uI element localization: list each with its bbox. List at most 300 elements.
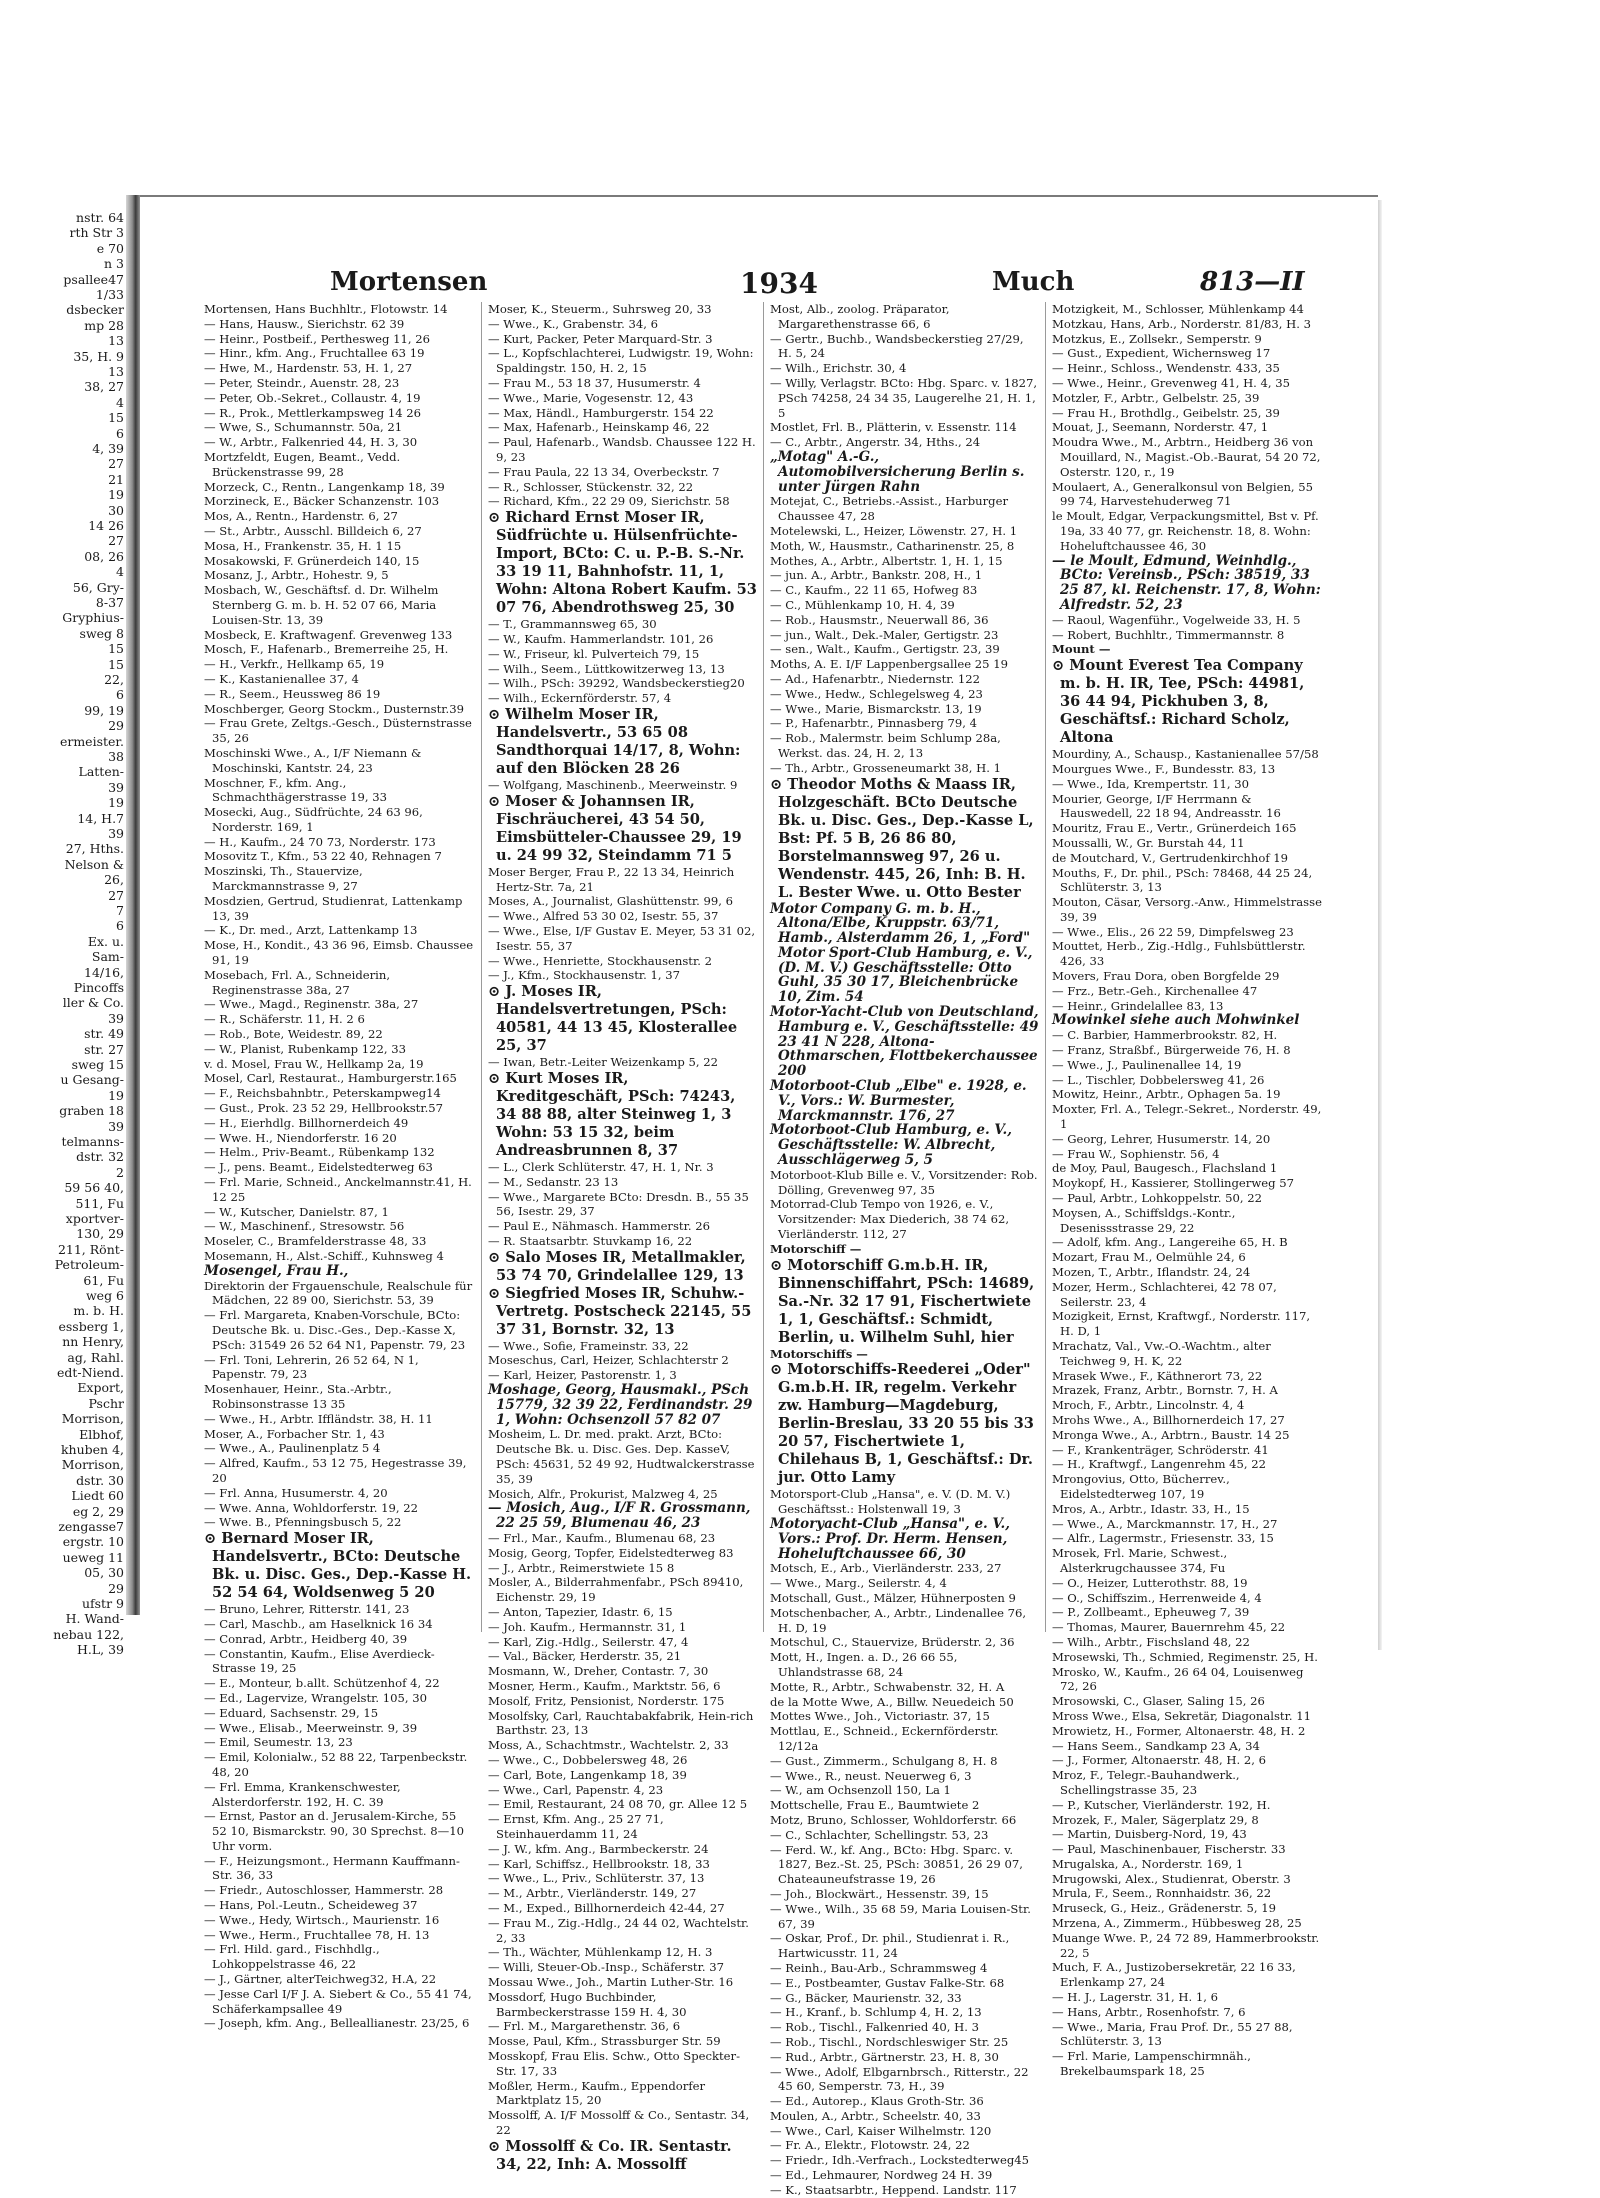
directory-entry: Mosenhauer, Heinr., Sta.-Arbtr., Robinsonstrasse 13 35 (204, 1382, 392, 1411)
directory-entry: — R., Seem., Heussweg 86 19 (204, 686, 381, 701)
directory-entry: ⊙ Richard Ernst Moser IR, Südfrüchte u. Hülsenfrüchte-Import, BCto: C. u. P.-B. S.-Nr. 33 19 11, Bahnhofstr. 11, 1, Wohn: Altona Robert Kaufm. 53 07 76, Abendrothsweg 25, 30 (488, 509, 757, 617)
adjacent-page-line: 27, Hths. (65, 841, 124, 857)
directory-entry: de la Motte Wwe, A., Billw. Neuedeich 50 (770, 1694, 1014, 1709)
column-3 (770, 302, 1040, 2197)
directory-entry: — Hans, Arbtr., Rosenhofstr. 7, 6 (1052, 2004, 1246, 2019)
directory-entry: Mroch, F., Arbtr., Lincolnstr. 4, 4 (1052, 1398, 1245, 1413)
directory-entry: Motorschiff — (770, 1241, 862, 1256)
directory-entry: Moulaert, A., Generalkonsul von Belgien, 55 99 74, Harvestehuderweg 71 (1052, 479, 1314, 509)
adjacent-page-line: mp 28 (84, 317, 124, 333)
directory-entry: Motorsport-Club „Hansa", e. V. (D. M. V.) Geschäftsst.: Holstenwall 19, 3 (770, 1487, 1011, 1517)
directory-entry: — H. J., Lagerstr. 31, H. 1, 6 (1052, 1990, 1218, 2005)
directory-entry: — sen., Walt., Kaufm., Gertigstr. 23, 39 (770, 642, 1000, 657)
directory-entry: — Frl. Hild. gard., Fischhdlg., Lohkoppelstrasse 46, 22 (204, 1942, 380, 1972)
adjacent-page-line: rth Str 3 (69, 225, 124, 241)
directory-entry: — R., Schäferstr. 11, H. 2 6 (204, 1012, 365, 1027)
header-last-entry: Much (992, 267, 1075, 297)
adjacent-page-line: Morrison, (61, 1411, 124, 1427)
directory-entry: Mroz, F., Telegr.-Bauhandwerk., Schellingstrasse 35, 23 (1052, 1768, 1240, 1797)
directory-entry: Mosanz, J., Arbtr., Hohestr. 9, 5 (204, 568, 389, 583)
directory-entry: — Frl. Anna, Husumerstr. 4, 20 (204, 1485, 388, 1500)
adjacent-page-line: n 3 (104, 256, 124, 272)
adjacent-page-line: Ex. u. (87, 933, 124, 949)
directory-entry: Moszinski, Th., Stauervize, Marckmannstrasse 9, 27 (204, 864, 363, 894)
directory-entry: Motschenbacher, A., Arbtr., Lindenallee 76, H. D, 19 (770, 1605, 1027, 1635)
directory-entry: Mrosek, Frl. Marie, Schwest., Alsterkrugchaussee 374, Fu (1052, 1546, 1228, 1575)
directory-entry: Mount — (1052, 642, 1111, 657)
directory-entry: Mowitz, Heinr., Arbtr., Ophagen 5a. 19 (1052, 1087, 1281, 1102)
directory-entry: — jun., Walt., Dek.-Maler, Gertigstr. 23 (770, 627, 999, 642)
directory-entry: — W., am Ochsenzoll 150, La 1 (770, 1783, 951, 1798)
directory-entry: — F., Krankenträger, Schröderstr. 41 (1052, 1442, 1269, 1457)
adjacent-page-line: nebau 122, (53, 1626, 124, 1642)
directory-entry: Motorschiffs — (770, 1346, 868, 1361)
adjacent-page-line: 38, 27 (84, 379, 124, 395)
adjacent-page-line: 6 (116, 687, 124, 703)
directory-entry: — Willy, Verlagstr. BCto: Hbg. Sparc. v. 1827, PSch 74258, 24 34 35, Laugerelhe 21, H. 1, 5 (770, 375, 1038, 420)
directory-entry: Mouttet, Herb., Zig.-Hdlg., Fuhlsbüttlerstr. 426, 33 (1052, 939, 1306, 969)
adjacent-page-line: 21 (108, 471, 124, 487)
adjacent-page-line: 99, 19 (84, 702, 124, 718)
directory-entry: — Bruno, Lehrer, Ritterstr. 141, 23 (204, 1602, 410, 1617)
directory-entry: — W., Kutscher, Danielstr. 87, 1 (204, 1204, 389, 1219)
adjacent-page-line: 13 (108, 333, 124, 349)
directory-entry: — Wolfgang, Maschinenb., Meerweinstr. 9 (488, 777, 738, 792)
adjacent-page-line: 4 (116, 394, 124, 410)
directory-entry: — Anton, Tapezier, Idastr. 6, 15 (488, 1605, 673, 1620)
directory-entry: — Th., Arbtr., Grosseneumarkt 38, H. 1 (770, 760, 1001, 775)
adjacent-page-line: 39 (108, 1118, 124, 1134)
directory-entry: Mosbach, W., Geschäftsf. d. Dr. Wilhelm Sternberg G. m. b. H. 52 07 66, Maria Louisen-Str. 13, 39 (204, 583, 439, 627)
adjacent-page-line: 19 (108, 487, 124, 503)
adjacent-page-line: 39 (108, 779, 124, 795)
directory-entry: — C., Kaufm., 22 11 65, Hofweg 83 (770, 583, 978, 598)
directory-entry: — Carl, Maschb., am Haselknick 16 34 (204, 1616, 433, 1631)
directory-entry: Mosler, A., Bilderrahmenfabr., PSch 89410, Eichenstr. 29, 19 (488, 1575, 744, 1605)
directory-entry: le Moult, Edgar, Verpackungsmittel, Bst v. Pf. 19a, 33 40 77, gr. Reichenstr. 18, 8. Wohn: Hoheluftchaussee 46, 30 (1052, 509, 1319, 553)
adjacent-page-line: Elbhof, (79, 1426, 124, 1442)
adjacent-page-line: Export, (77, 1380, 124, 1396)
adjacent-page-line: 56, Gry- (72, 579, 124, 595)
directory-entry: Mosolf, Fritz, Pensionist, Norderstr. 175 (488, 1693, 725, 1708)
directory-entry: — W., Planist, Rubenkamp 122, 33 (204, 1041, 407, 1056)
directory-entry: Mrosewski, Th., Schmied, Regimenstr. 25, H. (1052, 1649, 1318, 1664)
directory-entry: — Wwe., Elisab., Meerweinstr. 9, 39 (204, 1720, 418, 1735)
directory-entry: — J., Arbtr., Reimerstwiete 15 8 (488, 1560, 675, 1575)
directory-entry: — Alfr., Lagermstr., Friesenstr. 33, 15 (1052, 1531, 1274, 1546)
directory-entry: — W., Arbtr., Falkenried 44, H. 3, 30 (204, 435, 418, 450)
directory-entry: — Wwe., Sofie, Frameinstr. 33, 22 (488, 1338, 689, 1353)
directory-entry: ⊙ Motorschiffs-Reederei „Oder" G.m.b.H. IR, regelm. Verkehr zw. Hamburg—Magdeburg, Berlin-Breslau, 33 20 55 bis 33 20 57, Fischertwiete 1, Chilehaus B, 1, Geschäftsf.: Dr. jur. Otto Lamy (770, 1361, 1034, 1487)
adjacent-page-line: Latten- (78, 764, 124, 780)
directory-entry: — Frau H., Brothdlg., Geibelstr. 25, 39 (1052, 405, 1280, 420)
directory-entry: Moschinski Wwe., A., I/F Niemann & Moschinski, Kantstr. 24, 23 (204, 745, 422, 775)
directory-entry: Moykopf, H., Kassierer, Stollingerweg 57 (1052, 1176, 1294, 1191)
adjacent-page-line: 61, Fu (83, 1272, 124, 1288)
adjacent-page-line: 29 (108, 718, 124, 734)
directory-entry: Mrasek Wwe., F., Käthnerort 73, 22 (1052, 1368, 1263, 1383)
directory-entry: Mosner, Herm., Kaufm., Marktstr. 56, 6 (488, 1679, 721, 1694)
directory-entry: ⊙ Motorschiff G.m.b.H. IR, Binnenschiffahrt, PSch: 14689, Sa.-Nr. 32 17 91, Fischertwiete 1, 1, Geschäftsf.: Schmidt, Berlin, u. Wilhelm Suhl, hier (770, 1256, 1035, 1346)
adjacent-page-line: 35, H. 9 (73, 348, 124, 364)
directory-entry: — Hans, Hausw., Sierichstr. 62 39 (204, 316, 405, 331)
directory-entry: Moussalli, W., Gr. Burstah 44, 11 (1052, 835, 1245, 850)
directory-entry: — E., Postbeamter, Gustav Falke-Str. 68 (770, 1975, 1005, 1990)
directory-entry: — Wwe., Carl, Kaiser Wilhelmstr. 120 (770, 2123, 992, 2138)
directory-entry: ⊙ Mount Everest Tea Company m. b. H. IR, Tee, PSch: 44981, 36 44 94, Pickhuben 3, 8, Geschäftsf.: Richard Scholz, Altona (1052, 657, 1305, 747)
directory-entry: — St., Arbtr., Ausschl. Billdeich 6, 27 (204, 523, 422, 538)
directory-entry: ⊙ Bernard Moser IR, Handelsvertr., BCto: Deutsche Bk. u. Disc. Ges., Dep.-Kasse H. 52 54 64, Woldsenweg 5 20 (204, 1530, 472, 1602)
directory-entry: — Wwe., Margarete BCto: Dresdn. B., 55 35 56, Isestr. 29, 37 (488, 1189, 749, 1219)
directory-entry: Mruseck, G., Heiz., Grädenerstr. 5, 19 (1052, 1901, 1276, 1916)
directory-entry: — Wwe, S., Schumannstr. 50a, 21 (204, 420, 403, 435)
adjacent-page-line: str. 49 (84, 1026, 124, 1042)
directory-entry: Motsch, E., Arb., Vierländerstr. 233, 27 (770, 1561, 1002, 1576)
directory-entry: — Wilh., PSch: 39292, Wandsbeckerstieg20 (488, 676, 745, 691)
adjacent-page-line: 15 (108, 641, 124, 657)
adjacent-page-line: xportver- (65, 1211, 124, 1226)
directory-entry: Muange Wwe. P., 24 72 89, Hammerbrookstr. 22, 5 (1052, 1930, 1320, 1960)
directory-entry: Motor Company G. m. b. H., Altona/Elbe, Kruppstr. 63/71, Hamb., Alsterdamm 26, 1, „Ford" Motor Sport-Club Hamburg, e. V., (D. M. V.) Geschäftsstelle: Otto Guhl, 35 30 17, Bleichenbrücke 10, Zim. 54 (770, 900, 1033, 1006)
directory-entry: — M., Exped., Billhornerdeich 42-44, 27 (488, 1900, 725, 1915)
directory-entry: — Wwe., Wilh., 35 68 59, Maria Louisen-Str. 67, 39 (770, 1901, 1031, 1931)
adjacent-page-line: 1/33 (95, 287, 124, 302)
directory-entry: — Rob., Hausmstr., Neuerwall 86, 36 (770, 612, 989, 627)
directory-entry: Mrowietz, H., Former, Altonaerstr. 48, H. 2 (1052, 1723, 1306, 1738)
directory-entry: Moseschus, Carl, Heizer, Schlachterstr 2 (488, 1353, 729, 1368)
directory-entry: Mos, A., Rentn., Hardenstr. 6, 27 (204, 509, 398, 524)
directory-entry: — Hans Seem., Sandkamp 23 A, 34 (1052, 1738, 1260, 1753)
adjacent-page-line: H. Wand- (65, 1611, 124, 1627)
directory-entry: — Paul, Hafenarb., Wandsb. Chaussee 122 H. 9, 23 (488, 435, 756, 464)
directory-entry: — Emil, Seumestr. 13, 23 (204, 1735, 353, 1750)
directory-entry: Mourgues Wwe., F., Bundesstr. 83, 13 (1052, 761, 1276, 776)
adjacent-page-line: 4, 39 (92, 441, 124, 456)
adjacent-page-line: 22, (104, 672, 124, 687)
directory-entry: Moser, K., Steuerm., Suhrsweg 20, 33 (488, 302, 712, 316)
directory-entry: Moysen, A., Schiffsldgs.-Kontr., Desenissstrasse 29, 22 (1052, 1205, 1236, 1235)
header-year: 1934 (740, 267, 818, 300)
directory-entry: — Friedr., Idh.-Verfrach., Lockstedterweg45 (770, 2153, 1029, 2168)
directory-entry: Mortensen, Hans Buchhltr., Flotowstr. 14 (204, 302, 448, 316)
adjacent-page-line: 14, H.7 (77, 810, 124, 826)
directory-entry: Mosich, Alfr., Prokurist, Malzweg 4, 25 (488, 1486, 718, 1501)
directory-entry: Moss, A., Schachtmstr., Wachtelstr. 2, 33 (488, 1738, 729, 1753)
directory-entry: — Wilh., Erichstr. 30, 4 (770, 361, 907, 376)
directory-entry: Mozen, T., Arbtr., Iflandstr. 24, 24 (1052, 1265, 1251, 1280)
directory-entry: — Iwan, Betr.-Leiter Weizenkamp 5, 22 (488, 1055, 718, 1070)
adjacent-page-line: 08, 26 (84, 548, 124, 564)
directory-entry: Mottschelle, Frau E., Baumtwiete 2 (770, 1798, 980, 1813)
directory-entry: — Frl., Mar., Kaufm., Blumenau 68, 23 (488, 1531, 716, 1546)
directory-entry: — Max, Hafenarb., Heinskamp 46, 22 (488, 420, 710, 435)
directory-entry: — Joh., Blockwärt., Hessenstr. 39, 15 (770, 1886, 989, 1901)
directory-entry: — Peter, Steindr., Auenstr. 28, 23 (204, 375, 400, 390)
directory-entry: — Fr. A., Elektr., Flotowstr. 24, 22 (770, 2138, 970, 2153)
column-1 (204, 302, 474, 2031)
directory-entry: — Reinh., Bau-Arb., Schrammsweg 4 (770, 1960, 988, 1975)
directory-entry: — Ed., Lagervize, Wrangelstr. 105, 30 (204, 1690, 428, 1705)
directory-entry: — Frl. Emma, Krankenschwester, Alsterdorferstr. 192, H. C. 39 (204, 1779, 401, 1809)
directory-entry: — H., Kaufm., 24 70 73, Norderstr. 173 (204, 834, 436, 849)
directory-entry: Mourdiny, A., Schausp., Kastanienallee 57/58 (1052, 747, 1319, 762)
directory-entry: — Paul, Maschinenbauer, Fischerstr. 33 (1052, 1842, 1286, 1857)
directory-entry: — Willi, Steuer-Ob.-Insp., Schäferstr. 37 (488, 1960, 724, 1975)
directory-entry: — Wwe., L., Priv., Schlüterstr. 37, 13 (488, 1871, 705, 1886)
directory-entry: Mosbeck, E. Kraftwagenf. Grevenweg 133 (204, 627, 453, 642)
directory-entry: ⊙ Salo Moses IR, Metallmakler, 53 74 70, Grindelallee 129, 13 (488, 1248, 746, 1284)
directory-entry: Mosecki, Aug., Südfrüchte, 24 63 96, Norderstr. 169, 1 (204, 805, 423, 834)
directory-columns (204, 302, 1334, 2197)
directory-entry: — Wwe., Alfred 53 30 02, Isestr. 55, 37 (488, 909, 719, 924)
directory-entry: Motzler, F., Arbtr., Gelbelstr. 25, 39 (1052, 390, 1260, 405)
directory-entry: — M., Sedanstr. 23 13 (488, 1174, 619, 1189)
directory-entry: — P., Hafenarbtr., Pinnasberg 79, 4 (770, 716, 978, 731)
directory-entry: — Friedr., Autoschlosser, Hammerstr. 28 (204, 1883, 444, 1898)
directory-entry: Mros, A., Arbtr., Idastr. 33, H., 15 (1052, 1501, 1250, 1516)
directory-entry: — Thomas, Maurer, Bauernrehm 45, 22 (1052, 1620, 1286, 1635)
directory-entry: — Ed., Lehmaurer, Nordweg 24 H. 39 (770, 2168, 993, 2183)
directory-entry: Mronga Wwe., A., Arbtrn., Baustr. 14 25 (1052, 1427, 1290, 1442)
directory-entry: — Peter, Ob.-Sekret., Collaustr. 4, 19 (204, 390, 421, 405)
directory-entry: Mrugalska, A., Norderstr. 169, 1 (1052, 1856, 1244, 1871)
directory-entry: — jun. A., Arbtr., Bankstr. 208, H., 1 (770, 568, 983, 583)
directory-entry: Mosskopf, Frau Elis. Schw., Otto Speckter-Str. 17, 33 (488, 2048, 740, 2078)
directory-entry: — Ed., Autorep., Klaus Groth-Str. 36 (770, 2094, 984, 2109)
directory-entry: Mosmann, W., Dreher, Contastr. 7, 30 (488, 1664, 709, 1679)
directory-entry: Moschberger, Georg Stockm., Dusternstr.39 (204, 701, 464, 716)
adjacent-page-line: dstr. 32 (76, 1149, 124, 1165)
adjacent-page-line: Petroleum- (54, 1257, 124, 1273)
directory-entry: Mossdorf, Hugo Buchbinder, Barmbeckerstrasse 159 H. 4, 30 (488, 1989, 687, 2019)
adjacent-page-line: 4 (116, 564, 124, 580)
directory-entry: Mose, H., Kondit., 43 36 96, Eimsb. Chaussee 91, 19 (204, 938, 474, 968)
directory-entry: ⊙ J. Moses IR, Handelsvertretungen, PSch: 40581, 44 13 45, Klosterallee 25, 37 (488, 983, 738, 1055)
directory-entry: Motorrad-Club Tempo von 1926, e. V., Vorsitzender: Max Diederich, 38 74 62, Vierländerstr. 112, 27 (770, 1197, 1010, 1242)
directory-entry: Mrongovius, Otto, Bücherrev., Eidelstedterweg 107, 19 (1052, 1472, 1230, 1501)
directory-entry: Mrachatz, Val., Vw.-O.-Wachtm., alter Teichweg 9, H. K, 22 (1052, 1339, 1271, 1368)
adjacent-page-line: graben 18 (59, 1103, 124, 1119)
directory-entry: Mourier, George, I/F Herrmann & Hauswedell, 22 18 94, Andreasstr. 16 (1052, 791, 1281, 821)
directory-entry: — W., Kaufm. Hammerlandstr. 101, 26 (488, 631, 714, 646)
directory-entry: Moseler, C., Bramfelderstrasse 48, 33 (204, 1234, 427, 1249)
directory-entry: — O., Schiffszim., Herrenweide 4, 4 (1052, 1590, 1262, 1605)
directory-entry: Mostlet, Frl. B., Plätterin, v. Essenstr. 114 (770, 420, 1017, 435)
directory-entry: Morzineck, E., Bäcker Schanzenstr. 103 (204, 494, 440, 509)
adjacent-page-line: 2 (116, 1164, 124, 1180)
directory-entry: Mosakowski, F. Grünerdeich 140, 15 (204, 553, 420, 568)
directory-entry: — Gust., Prok. 23 52 29, Hellbrookstr.57 (204, 1101, 444, 1116)
adjacent-page-line: e 70 (96, 240, 124, 256)
directory-entry: — Wilh., Arbtr., Fischsland 48, 22 (1052, 1634, 1250, 1649)
directory-entry: — Frau Paula, 22 13 34, Overbeckstr. 7 (488, 464, 720, 479)
directory-entry: — Alfred, Kaufm., 53 12 75, Hegestrasse 39, 20 (204, 1456, 467, 1485)
adjacent-page-line: 19 (108, 795, 124, 811)
directory-entry: — Emil, Kolonialw., 52 88 22, Tarpenbeckstr. 48, 20 (204, 1750, 468, 1779)
directory-entry: — L., Kopfschlachterei, Ludwigstr. 19, Wohn: Spaldingstr. 150, H. 2, 15 (488, 346, 754, 376)
directory-entry: Mrazek, Franz, Arbtr., Bornstr. 7, H. A (1052, 1383, 1278, 1398)
directory-entry: Mosa, H., Frankenstr. 35, H. 1 15 (204, 538, 402, 553)
directory-entry: — Wwe., Maria, Frau Prof. Dr., 55 27 88, Schlüterstr. 3, 13 (1052, 2019, 1293, 2049)
directory-entry: — Conrad, Arbtr., Heidberg 40, 39 (204, 1631, 408, 1646)
adjacent-page-line: 59 56 40, (64, 1180, 124, 1196)
directory-entry: — Paul E., Nähmasch. Hammerstr. 26 (488, 1219, 710, 1234)
directory-entry: Mrzena, A., Zimmerm., Hübbesweg 28, 25 (1052, 1916, 1302, 1931)
directory-entry: — Hinr., kfm. Ang., Fruchtallee 63 19 (204, 346, 425, 361)
directory-entry: — Heinr., Schloss., Wendenstr. 433, 35 (1052, 361, 1280, 376)
directory-entry: de Moutchard, V., Gertrudenkirchhof 19 (1052, 850, 1289, 865)
directory-entry: — T., Grammannsweg 65, 30 (488, 617, 657, 632)
adjacent-page-line: edt-Niend. (56, 1365, 124, 1380)
directory-entry: — Wwe., Elis., 26 22 59, Dimpfelsweg 23 (1052, 924, 1294, 939)
directory-entry: — Max, Händl., Hamburgerstr. 154 22 (488, 405, 714, 420)
directory-entry: Motelewski, L., Heizer, Löwenstr. 27, H. 1 (770, 523, 1018, 538)
directory-entry: — le Moult, Edmund, Weinhdlg., BCto: Vereinsb., PSch: 38519, 33 25 87, kl. Reichenstr. 17, 8, Wohn: Alfredstr. 52, 23 (1052, 552, 1321, 613)
directory-entry: Moulen, A., Arbtr., Scheelstr. 40, 33 (770, 2108, 981, 2123)
adjacent-page-line: dsbecker (66, 302, 124, 318)
directory-entry: — Carl, Bote, Langenkamp 18, 39 (488, 1767, 687, 1782)
directory-entry: Motor-Yacht-Club von Deutschland, Hamburg e. V., Geschäftsstelle: 49 23 41 N 228, Altona-Othmarschen, Flottbekerchaussee 200 (770, 1004, 1039, 1080)
directory-entry: — Frz., Betr.-Geh., Kirchenallee 47 (1052, 983, 1258, 998)
directory-entry: Mross Wwe., Elsa, Sekretär, Diagonalstr. 11 (1052, 1708, 1311, 1723)
directory-entry: — L., Tischler, Dobbelersweg 41, 26 (1052, 1072, 1265, 1087)
directory-entry: — C. Barbier, Hammerbrookstr. 82, H. (1052, 1028, 1278, 1043)
directory-entry: — P., Kutscher, Vierländerstr. 192, H. (1052, 1797, 1271, 1812)
directory-entry: Motzkus, E., Zollsekr., Semperstr. 9 (1052, 331, 1262, 346)
directory-entry: ⊙ Mossolff & Co. IR. Sentastr. 34, 22, Inh: A. Mossolff (488, 2137, 732, 2173)
directory-entry: Motorboot-Club „Elbe" e. 1928, e. V., Vors.: W. Burmester, Marckmannstr. 176, 27 (770, 1078, 1027, 1124)
directory-entry: Motzkau, Hans, Arb., Norderstr. 81/83, H. 3 (1052, 316, 1311, 331)
directory-entry: — Paul, Arbtr., Lohkoppelstr. 50, 22 (1052, 1191, 1263, 1206)
adjacent-page-line: 15 (108, 656, 124, 672)
header-first-entry: Mortensen (330, 267, 488, 297)
adjacent-page-line: 19 (108, 1087, 124, 1103)
directory-entry: Mouton, Cäsar, Versorg.-Anw., Himmelstrasse 39, 39 (1052, 895, 1322, 924)
adjacent-page-line: nn Henry, (62, 1334, 124, 1350)
adjacent-page-line: 39 (108, 826, 124, 841)
directory-entry: Mrosko, W., Kaufm., 26 64 04, Louisenweg 72, 26 (1052, 1664, 1304, 1694)
directory-entry: Mosse, Paul, Kfm., Strassburger Str. 59 (488, 2034, 721, 2049)
directory-entry: — Wwe., Magd., Reginenstr. 38a, 27 (204, 997, 419, 1012)
directory-entry: — Wwe., R., neust. Neuerweg 6, 3 (770, 1768, 972, 1783)
directory-entry: Mouths, F., Dr. phil., PSch: 78468, 44 25 24, Schlüterstr. 3, 13 (1052, 865, 1313, 895)
directory-entry: — Wwe., C., Dobbelersweg 48, 26 (488, 1753, 688, 1767)
directory-entry: — Georg, Lehrer, Husumerstr. 14, 20 (1052, 1131, 1271, 1146)
directory-entry: — Wwe., Ida, Krempertstr. 11, 30 (1052, 776, 1249, 791)
directory-entry: — J., Kfm., Stockhausenstr. 1, 37 (488, 968, 681, 983)
directory-entry: ⊙ Kurt Moses IR, Kreditgeschäft, PSch: 74243, 34 88 88, alter Steinweg 1, 3 Wohn: 53 15 32, beim Andreasbrunnen 8, 37 (488, 1069, 736, 1159)
adjacent-page-line: 8-37 (95, 595, 124, 610)
directory-entry: — Franz, Straßbf., Bürgerweide 76, H. 8 (1052, 1043, 1291, 1058)
directory-entry: — Karl, Heizer, Pastorenstr. 1, 3 (488, 1368, 677, 1383)
adjacent-page-line: nstr. 64 (76, 210, 124, 225)
directory-entry: Motzigkeit, M., Schlosser, Mühlenkamp 44 (1052, 302, 1304, 316)
directory-entry: Mortzfeldt, Eugen, Beamt., Vedd. Brückenstrasse 99, 28 (204, 449, 401, 479)
directory-entry: — Wwe., Heinr., Grevenweg 41, H. 4, 35 (1052, 375, 1291, 390)
directory-entry: — Frau M., 53 18 37, Husumerstr. 4 (488, 375, 701, 390)
adjacent-page-line: 14/16, (84, 964, 124, 980)
directory-entry: — Hans, Pol.-Leutn., Scheideweg 37 (204, 1898, 418, 1913)
adjacent-page-line: ller & Co. (62, 995, 124, 1011)
directory-entry: — H., Eierhdlg. Billhornerdeich 49 (204, 1115, 409, 1130)
directory-entry: — C., Mühlenkamp 10, H. 4, 39 (770, 597, 955, 612)
adjacent-page-line: 30 (108, 502, 124, 518)
directory-entry: Moses, A., Journalist, Glashüttenstr. 99, 6 (488, 894, 733, 909)
adjacent-page-line: u Gesang- (60, 1072, 124, 1088)
directory-entry: — Karl, Schiffsz., Hellbrookstr. 18, 33 (488, 1856, 710, 1871)
directory-entry: Motorboot-Club Hamburg, e. V., Geschäftsstelle: W. Albrecht, Ausschlägerweg 5, 5 (770, 1122, 1012, 1169)
directory-entry: Motschul, C., Stauervize, Brüderstr. 2, 36 (770, 1635, 1015, 1650)
directory-entry: — Wilh., Eckernförderstr. 57, 4 (488, 691, 672, 706)
directory-entry: — Rob., Tischl., Nordschleswiger Str. 25 (770, 2034, 1009, 2049)
adjacent-page-line: sweg 15 (71, 1057, 124, 1072)
directory-entry: — Karl, Zig.-Hdlg., Seilerstr. 47, 4 (488, 1634, 689, 1649)
directory-entry: — Frl. Marie, Schneid., Anckelmannstr.41, H. 12 25 (204, 1175, 472, 1204)
adjacent-page-line: 29 (108, 1580, 124, 1596)
directory-entry: — Jesse Carl I/F J. A. Siebert & Co., 55 41 74, Schäferkampsallee 49 (204, 1986, 472, 2016)
directory-entry: — Wwe., Marie, Vogesenstr. 12, 43 (488, 390, 694, 405)
adjacent-page-line: 38 (108, 749, 124, 764)
directory-entry: ⊙ Theodor Moths & Maass IR, Holzgeschäft. BCto Deutsche Bk. u. Disc. Ges., Dep.-Kasse L, Bst: Pf. 5 B, 26 86 80, Borstelmannsweg 97, 26 u. Wendenstr. 445, 26, Inh: B. H. L. Bester Wwe. u. Otto Bester (770, 775, 1034, 901)
directory-entry: Motz, Bruno, Schlosser, Wohldorferstr. 66 (770, 1812, 1017, 1827)
directory-entry: Morzeck, C., Rentn., Langenkamp 18, 39 (204, 479, 445, 494)
directory-entry: — Rob., Malermstr. beim Schlump 28a, Werkst. das. 24, H. 2, 13 (770, 731, 1001, 760)
directory-entry: Most, Alb., zoolog. Präparator, Margarethenstrasse 66, 6 (770, 302, 950, 331)
directory-entry: — Raoul, Wagenführ., Vogelweide 33, H. 5 (1052, 612, 1301, 627)
adjacent-page-line: 39 (108, 1010, 124, 1026)
directory-entry: — Eduard, Sachsenstr. 29, 15 (204, 1705, 379, 1720)
directory-entry: — R., Schlosser, Stückenstr. 32, 22 (488, 479, 694, 494)
adjacent-page-line: Morrison, (61, 1457, 124, 1473)
directory-entry: Mossolff, A. I/F Mossolff & Co., Sentastr. 34, 22 (488, 2108, 750, 2137)
directory-entry: ⊙ Wilhelm Moser IR, Handelsvertr., 53 65 08 Sandthorquai 14/17, 8, Wohn: auf den Blöcken 28 26 (488, 705, 741, 777)
directory-entry: — Th., Wächter, Mühlenkamp 12, H. 3 (488, 1945, 713, 1960)
directory-entry: — W., Friseur, kl. Pulverteich 79, 15 (488, 646, 700, 661)
directory-entry: — P., Zollbeamt., Epheuweg 7, 39 (1052, 1605, 1250, 1620)
directory-entry: — K., Staatsarbtr., Heppend. Landstr. 117 (770, 2182, 1017, 2197)
directory-entry: — H., Verkfr., Hellkamp 65, 19 (204, 657, 385, 672)
directory-entry: Mosemann, H., Alst.-Schiff., Kuhnsweg 4 (204, 1249, 444, 1263)
column-4 (1052, 302, 1322, 2079)
directory-entry: — Rud., Arbtr., Gärtnerstr. 23, H. 8, 30 (770, 2049, 999, 2064)
directory-entry: — Oskar, Prof., Dr. phil., Studienrat i. R., Hartwicusstr. 11, 24 (770, 1931, 1010, 1961)
directory-entry: Mosdzien, Gertrud, Studienrat, Lattenkamp 13, 39 (204, 893, 463, 923)
directory-entry: Mottes Wwe., Joh., Victoriastr. 37, 15 (770, 1709, 990, 1724)
directory-entry: Mosolfsky, Carl, Rauchtabakfabrik, Hein-rich Barthstr. 23, 13 (488, 1708, 754, 1738)
directory-entry: — W., Maschinenf., Stresowstr. 56 (204, 1219, 405, 1234)
adjacent-page-line: 27 (108, 456, 124, 472)
adjacent-page-line: essberg 1, (58, 1318, 124, 1334)
directory-entry: — Rob., Tischl., Falkenried 40, H. 3 (770, 2020, 980, 2035)
adjacent-page-line: eg 2, 29 (72, 1503, 124, 1519)
directory-entry: — Gertr., Buchb., Wandsbeckerstieg 27/29, H. 5, 24 (770, 331, 1024, 361)
directory-entry: — Robert, Buchhltr., Timmermannstr. 8 (1052, 627, 1285, 642)
directory-entry: Moths, A. E. I/F Lappenbergsallee 25 19 (770, 657, 1008, 672)
directory-entry: — Kurt, Packer, Peter Marquard-Str. 3 (488, 331, 713, 346)
adjacent-page-line: 130, 29 (76, 1226, 124, 1242)
adjacent-page-line: 26, (104, 872, 124, 888)
adjacent-page-line: 511, Fu (75, 1195, 124, 1211)
directory-entry: Mouat, J., Seemann, Norderstr. 47, 1 (1052, 420, 1269, 435)
directory-entry: Motorboot-Klub Bille e. V., Vorsitzender: Rob. Dölling, Grevenweg 97, 35 (770, 1167, 1038, 1197)
directory-entry: Motoryacht-Club „Hansa", e. V., Vors.: Prof. Dr. Herm. Hensen, Hoheluftchaussee 66, 30 (770, 1516, 1010, 1562)
adjacent-page-line: 6 (116, 425, 124, 441)
directory-entry: — H., Kranf., b. Schlump 4, H. 2, 13 (770, 2005, 982, 2020)
directory-entry: — Gust., Expedient, Wichernsweg 17 (1052, 346, 1271, 361)
directory-entry: Moudra Wwe., M., Arbtrn., Heidberg 36 von Mouillard, N., Magist.-Ob.-Baurat, 54 20 72, Osterstr. 120, r., 19 (1052, 435, 1321, 479)
directory-entry: de Moy, Paul, Baugesch., Flachsland 1 (1052, 1161, 1278, 1176)
directory-entry: — K., Kastanienallee 37, 4 (204, 671, 359, 686)
